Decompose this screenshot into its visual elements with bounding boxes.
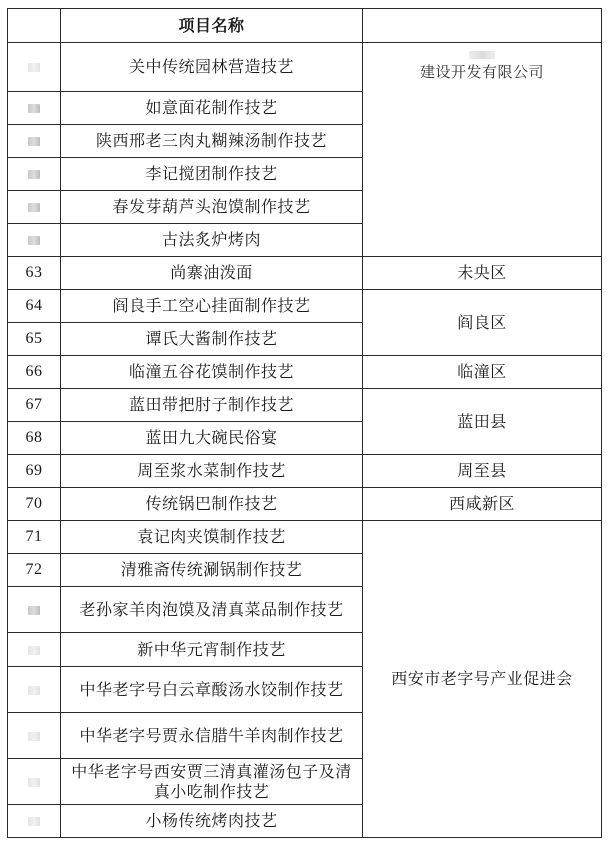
region-name: 蓝田县 [363,389,602,455]
table-row [8,455,602,488]
table-row [8,488,602,521]
project-name: 蓝田九大碗民俗宴 [61,422,363,455]
row-num-redacted [8,587,61,633]
project-name: 古法炙炉烤肉 [61,224,363,257]
project-name: 中华老字号贾永信腊牛羊肉制作技艺 [61,713,363,759]
row-num: 63 [8,257,61,290]
table-row [8,389,602,422]
project-name: 周至浆水菜制作技艺 [61,455,363,488]
project-name: 老孙家羊肉泡馍及清真菜品制作技艺 [61,587,363,633]
table-row [8,290,602,323]
row-num: 68 [8,422,61,455]
project-name: 关中传统园林营造技艺 [61,43,363,92]
row-num-redacted [8,43,61,92]
row-num-redacted [8,158,61,191]
table-row [8,356,602,389]
row-num-redacted [8,805,61,838]
project-name: 袁记肉夹馍制作技艺 [61,521,363,554]
project-name: 尚寨油泼面 [61,257,363,290]
project-name: 临潼五谷花馍制作技艺 [61,356,363,389]
region-name: 西安市老字号产业促进会 [363,521,602,838]
header-region [363,9,602,43]
project-name: 新中华元宵制作技艺 [61,633,363,667]
region-cell [363,43,602,257]
project-table [7,8,602,838]
region-name: 临潼区 [363,356,602,389]
project-name: 谭氏大酱制作技艺 [61,323,363,356]
row-num: 66 [8,356,61,389]
project-name: 中华老字号白云章酸汤水饺制作技艺 [61,667,363,713]
row-num: 64 [8,290,61,323]
row-num: 69 [8,455,61,488]
project-name: 李记搅团制作技艺 [61,158,363,191]
project-name: 中华老字号西安贾三清真灌汤包子及清真小吃制作技艺 [61,759,363,805]
header-num [8,9,61,43]
row-num: 67 [8,389,61,422]
row-num-redacted [8,125,61,158]
row-num-redacted [8,633,61,667]
region-name: 阎良区 [363,290,602,356]
table-header-row [8,9,602,43]
project-name: 清雅斋传统涮锅制作技艺 [61,554,363,587]
table-row [8,43,602,92]
row-num-redacted [8,713,61,759]
row-num: 71 [8,521,61,554]
table-row [8,257,602,290]
row-num: 72 [8,554,61,587]
region-name: 建设开发有限公司 [419,63,544,81]
row-num-redacted [8,759,61,805]
project-name: 小杨传统烤肉技艺 [61,805,363,838]
row-num-redacted [8,667,61,713]
row-num: 65 [8,323,61,356]
row-num-redacted [8,92,61,125]
region-name: 周至县 [363,455,602,488]
project-name: 如意面花制作技艺 [61,92,363,125]
redacted-mark [469,51,495,59]
region-name: 未央区 [363,257,602,290]
row-num: 70 [8,488,61,521]
project-name: 陕西邢老三肉丸糊辣汤制作技艺 [61,125,363,158]
project-name: 阎良手工空心挂面制作技艺 [61,290,363,323]
header-project-name: 项目名称 [61,9,363,43]
region-name: 西咸新区 [363,488,602,521]
row-num-redacted [8,191,61,224]
project-name: 传统锅巴制作技艺 [61,488,363,521]
table-row [8,521,602,554]
row-num-redacted [8,224,61,257]
project-name: 春发芽葫芦头泡馍制作技艺 [61,191,363,224]
project-name: 蓝田带把肘子制作技艺 [61,389,363,422]
